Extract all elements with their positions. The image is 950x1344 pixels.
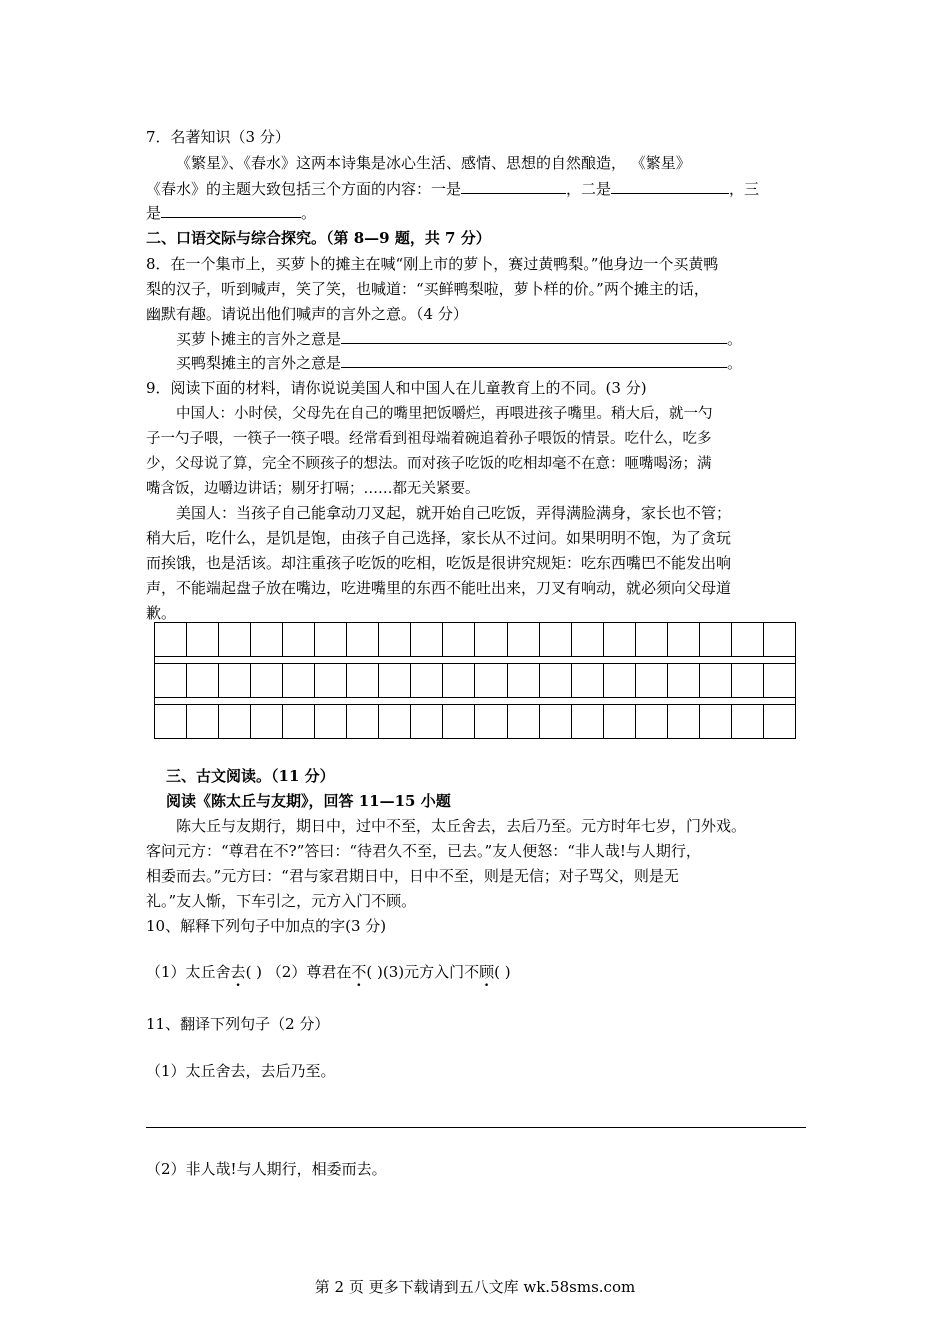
- dotted-char-3: 顾: [479, 963, 495, 981]
- q8-blank-2[interactable]: [341, 353, 727, 368]
- q7-line1: 《繁星》、《春水》这两本诗集是冰心生活、感情、思想的自然酿造， 《繁星》: [176, 154, 691, 172]
- q9-american-2: 稍大后，吃什么，是饥是饱，由孩子自己选择，家长从不过问。如果明明不饱，为了贪玩: [146, 529, 732, 547]
- q9-chinese-3: 少，父母说了算，完全不顾孩子的想法。而对孩子吃饭的吃相却毫不在意：咂嘴喝汤；满: [146, 456, 712, 472]
- q9-american-4: 声，不能端起盘子放在嘴边，吃进嘴里的东西不能吐出来，刀叉有响动，就必须向父母道: [146, 579, 732, 597]
- q9-american-1: 美国人：当孩子自己能拿动刀叉起，就开始自己吃饭，弄得满脸满身，家长也不管；: [176, 504, 732, 522]
- q7-blank-3[interactable]: [161, 203, 301, 218]
- answer-grid-row-1[interactable]: [154, 622, 796, 657]
- q9-american-5: 歉。: [146, 604, 177, 622]
- passage-line-1: 陈大丘与友期行，期日中，过中不至，太丘舍去，去后乃至。元方时年七岁，门外戏。: [176, 817, 747, 835]
- section3-title: 三、古文阅读。（11 分）: [166, 767, 335, 785]
- q7-blank-2[interactable]: [611, 179, 729, 194]
- dotted-char-2: 不: [351, 963, 367, 981]
- dotted-char-1: 去: [230, 963, 246, 981]
- q10-items: （1）太丘舍去( ) （2）尊君在不( )(3)元方入门不顾( ): [146, 963, 511, 981]
- q7-title: 7．名著知识（3 分）: [146, 128, 290, 146]
- q8-line-1: 8．在一个集市上，买萝卜的摊主在喊“刚上市的萝卜，赛过黄鸭梨。”他身边一个买黄鸭: [146, 255, 719, 273]
- q9-chinese-4: 嘴含饭，边嚼边讲话；剔牙打嗝；……都无关紧要。: [146, 481, 480, 497]
- passage-line-4: 礼。”友人惭，下车引之，元方入门不顾。: [146, 892, 417, 910]
- q8-line-3: 幽默有趣。请说出他们喊声的言外之意。（4 分）: [146, 305, 468, 323]
- q9-title: 9．阅读下面的材料，请你说说美国人和中国人在儿童教育上的不同。(3 分): [146, 379, 647, 397]
- answer-line[interactable]: [146, 1127, 806, 1128]
- q8-answer-2: 买鸭梨摊主的言外之意是 。: [176, 354, 743, 372]
- q9-chinese-2: 子一勺子喂，一筷子一筷子喂。经常看到祖母端着碗追着孙子喂饭的情景。吃什么，吃多: [146, 431, 712, 447]
- q10-title: 10、解释下列句子中加点的字(3 分): [146, 917, 387, 935]
- page-footer: 第 2 页 更多下载请到五八文库 wk.58sms.com: [314, 1278, 636, 1296]
- section3-subtitle: 阅读《陈太丘与友期》，回答 11—15 小题: [166, 792, 451, 810]
- q7-blank-1[interactable]: [461, 179, 566, 194]
- q11-sentence-2: （2）非人哉!与人期行，相委而去。: [146, 1160, 387, 1178]
- passage-line-2: 客问元方：“尊君在不?”答曰：“待君久不至，已去。”友人便怒：“非人哉!与人期行，: [146, 842, 701, 860]
- passage-line-3: 相委而去。”元方曰：“君与家君期日中，日中不至，则是无信；对子骂父，则是无: [146, 867, 679, 885]
- q7-line2: 《春水》的主题大致包括三个方面的内容：一是 ，二是 ，三: [146, 180, 760, 198]
- section2-title: 二、口语交际与综合探究。（第 8—9 题，共 7 分）: [146, 229, 491, 247]
- q9-american-3: 而挨饿，也是活该。却注重孩子吃饭的吃相，吃饭是很讲究规矩：吃东西嘴巴不能发出响: [146, 554, 732, 572]
- answer-grid-row-2[interactable]: [154, 663, 796, 698]
- q7-line3: 是 。: [146, 204, 317, 222]
- q8-answer-1: 买萝卜摊主的言外之意是 。: [176, 330, 743, 348]
- q8-blank-1[interactable]: [341, 329, 727, 344]
- q9-chinese-1: 中国人：小时侯，父母先在自己的嘴里把饭嚼烂，再喂进孩子嘴里。稍大后，就一勺: [176, 406, 713, 422]
- q11-title: 11、翻译下列句子（2 分）: [146, 1015, 330, 1033]
- answer-grid-row-3[interactable]: [154, 704, 796, 739]
- q8-line-2: 梨的汉子，听到喊声，笑了笑，也喊道：“买鲜鸭梨啦，萝卜样的价。”两个摊主的话，: [146, 280, 709, 298]
- q11-sentence-1: （1）太丘舍去，去后乃至。: [146, 1062, 336, 1080]
